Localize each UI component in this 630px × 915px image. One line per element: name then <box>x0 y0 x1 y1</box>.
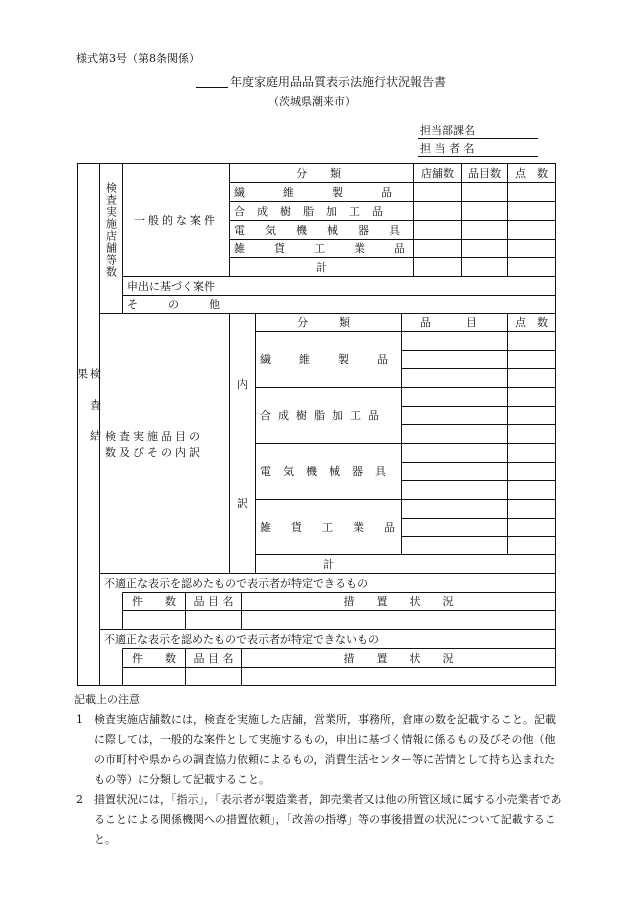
category-electric <box>234 221 420 239</box>
inspection-result-vertical-label <box>75 368 102 478</box>
other-text: その他 <box>127 298 250 311</box>
document-title: 年度家庭用品品質表示法施行状況報告書 <box>230 75 447 89</box>
category-text: 合成樹脂加工品 <box>234 204 395 218</box>
note-number: 2 <box>76 793 83 806</box>
detail-category-textile <box>260 332 416 387</box>
note-number: 1 <box>76 713 83 726</box>
vertical-char: 検査結果 <box>75 368 102 461</box>
detail-header-category: 分 類 <box>297 316 360 329</box>
detail-header-item: 品 目 <box>420 316 489 329</box>
detail-category-sundries <box>260 500 415 554</box>
dept-label: 担当部課名 <box>420 124 475 137</box>
detail-label-line1: 検査実施品目の <box>105 430 203 443</box>
header-points: 点 数 <box>515 166 548 180</box>
category-text: 繊維製品 <box>260 353 416 366</box>
store-count-vertical-label <box>100 182 122 294</box>
category-text: 雑貨工業品 <box>234 242 434 255</box>
category-text: 電気機械器具 <box>260 465 398 478</box>
form-number: 様式第3号（第8条関係） <box>76 52 200 65</box>
notes-section <box>76 690 566 850</box>
header-stores: 店舗数 <box>421 166 454 180</box>
category-text: 雑貨工業品 <box>260 520 415 534</box>
col-measures-1: 措 置 状 況 <box>343 595 454 608</box>
breakdown-bottom-char: 訳 <box>237 496 248 510</box>
note-text: 検査実施店舗数には，検査を実施した店舗，営業所，事務所，倉庫の数を記載すること。記載に際しては，一般的な案件として実施するもの，申出に基づく情報に係るもの及びその他（他の市町村や県からの調査協力依頼によるもの，消費生活センター等に苦情として持ち込まれたもの等）に分類して記載すること。 <box>94 713 556 786</box>
category-text: 繊維製品 <box>234 185 430 199</box>
detail-total: 計 <box>323 557 334 571</box>
detail-category-electric <box>260 444 398 499</box>
col-item-name-2: 品 目 名 <box>193 651 234 665</box>
note-1 <box>76 710 566 790</box>
improper-identified-label: 不適正な表示を認めたもので表示者が特定できるもの <box>104 576 368 590</box>
category-text: 合成樹脂加工品 <box>260 409 386 422</box>
general-case-label: 一般的な案件 <box>134 213 218 227</box>
person-label: 担 当 者 名 <box>420 142 475 155</box>
header-items: 品目数 <box>468 166 501 180</box>
col-count-2: 件 数 <box>132 651 176 665</box>
document-subtitle: （茨城県潮来市） <box>268 95 356 108</box>
vertical-text: 検査実施店舗等数 <box>104 182 118 278</box>
col-measures-2: 措 置 状 況 <box>343 651 454 665</box>
other-label <box>127 296 250 313</box>
category-textile <box>234 183 430 201</box>
request-case-label: 申出に基づく案件 <box>127 279 215 293</box>
category-text: 電気機械器具 <box>234 223 420 237</box>
detail-header-points: 点 数 <box>515 316 548 329</box>
note-text: 措置状況には，「指示」，「表示者が製造業者，卸売業者又は他の所管区域に属する小売業者であることによる関係機関への措置依頼」，「改善の指導」等の事後措置の状況について記載すること。 <box>94 793 562 846</box>
note-2 <box>76 790 566 850</box>
header-category: 分 類 <box>296 166 347 180</box>
detail-label-line2: 数及びその内訳 <box>105 446 203 459</box>
detail-category-plastic <box>260 388 398 443</box>
category-plastic <box>234 202 408 220</box>
top-total: 計 <box>316 260 327 274</box>
notes-title: 記載上の注意 <box>74 693 140 706</box>
improper-unidentified-label: 不適正な表示を認めたもので表示者が特定できないもの <box>104 632 379 646</box>
breakdown-top-char: 内 <box>237 377 248 391</box>
category-sundries <box>234 240 434 257</box>
col-count-1: 件 数 <box>132 595 176 608</box>
col-item-name-1: 品 目 名 <box>193 595 234 608</box>
